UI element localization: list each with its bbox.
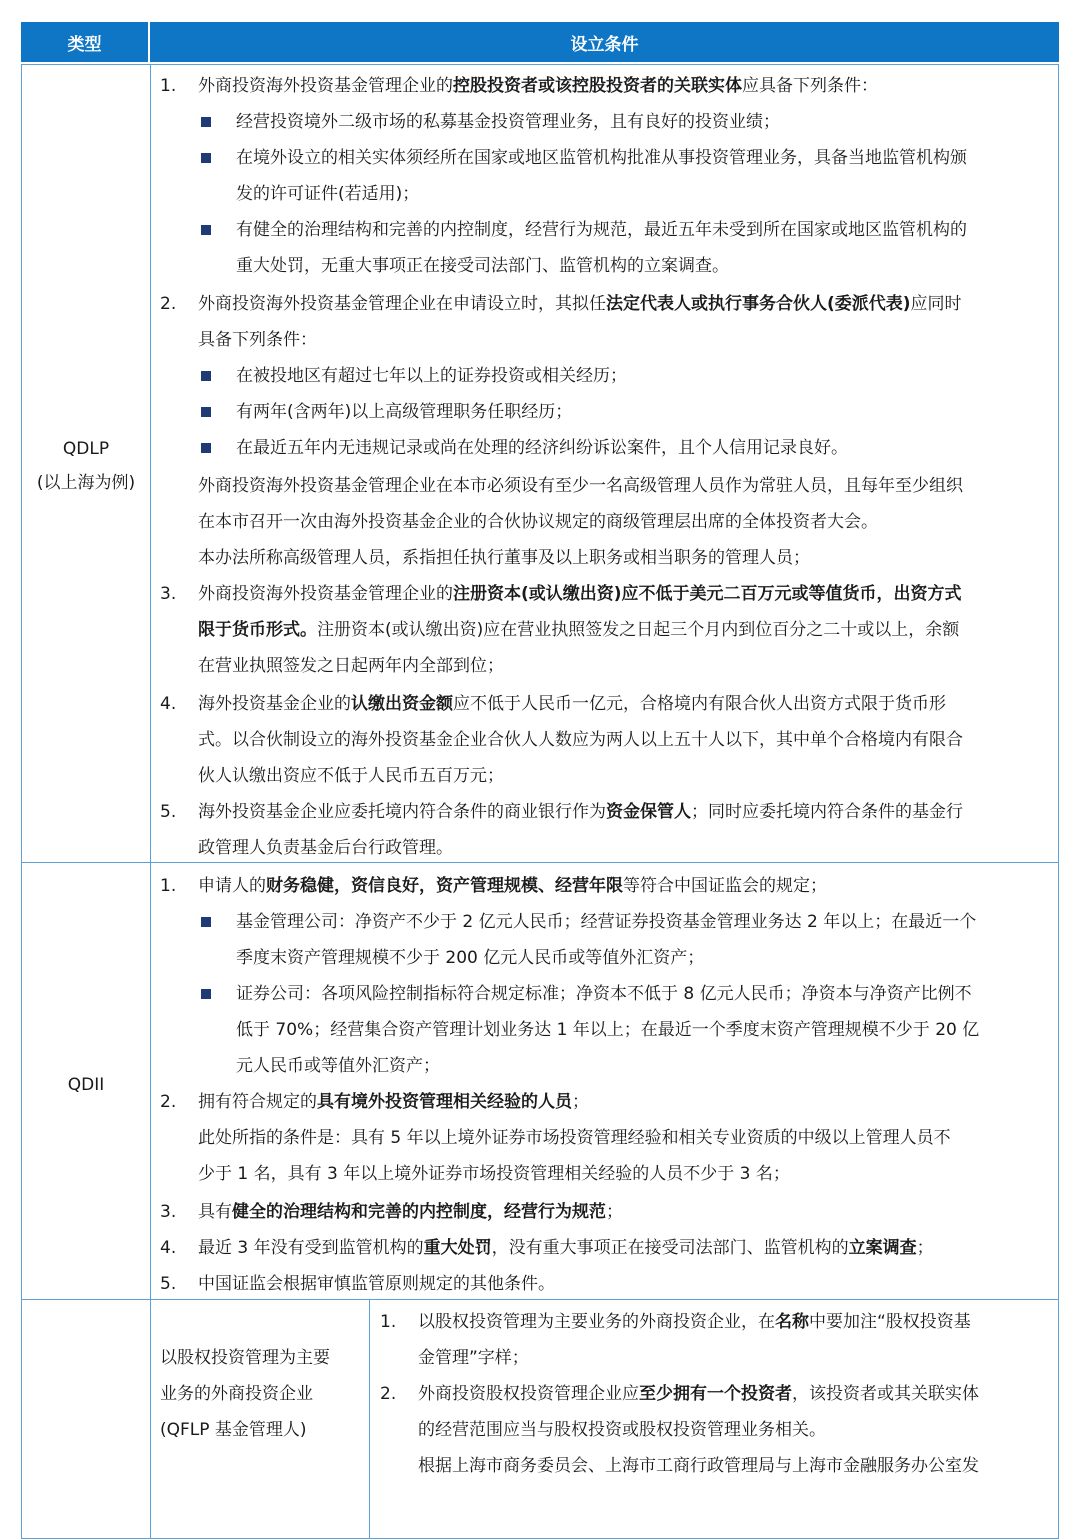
bullet-square-icon (201, 117, 211, 127)
list-item-cont: 在营业执照签发之日起两年内全部到位； (198, 656, 504, 676)
sub-item: 经营投资境外二级市场的私募基金投资管理业务，且有良好的投资业绩； (236, 112, 780, 132)
list-item: 海外投资基金企业应委托境内符合条件的商业银行作为资金保管人；同时应委托境内符合条件的基金行 (198, 802, 963, 822)
bullet-square-icon (201, 443, 211, 453)
list-item: 海外投资基金企业的认缴出资金额应不低于人民币一亿元，合格境内有限合伙人出资方式限于货币形 (198, 694, 946, 714)
list-item: 拥有符合规定的具有境外投资管理相关经验的人员； (198, 1092, 589, 1112)
list-item-cont: 式。以合伙制设立的海外投资基金企业合伙人人数应为两人以上五十人以下，其中单个合格境内有限合 (198, 730, 963, 750)
list-item: 申请人的财务稳健，资信良好，资产管理规模、经营年限等符合中国证监会的规定； (198, 876, 827, 896)
list-number: 1. (160, 76, 177, 96)
bullet-square-icon (201, 917, 211, 927)
list-number: 2. (380, 1384, 397, 1404)
qdii-type-label: QDII (67, 1075, 105, 1095)
list-number: 3. (160, 584, 177, 604)
bullet-square-icon (201, 225, 211, 235)
sub-item-cont: 元人民币或等值外汇资产； (236, 1056, 440, 1076)
list-item: 外商投资股权投资管理企业应至少拥有一个投资者，该投资者或其关联实体 (418, 1384, 979, 1404)
list-item-cont: 伙人认缴出资应不低于人民币五百万元； (198, 766, 504, 786)
list-item-cont: 具备下列条件： (198, 330, 317, 350)
list-item: 外商投资海外投资基金管理企业的注册资本(或认缴出资)应不低于美元二百万元或等值货币，出资方式 (198, 584, 962, 604)
qflp-subtype-label: (QFLP 基金管理人) (160, 1420, 307, 1440)
list-number: 5. (160, 1274, 177, 1294)
list-number: 2. (160, 1092, 177, 1112)
list-number: 1. (380, 1312, 397, 1332)
list-number: 3. (160, 1202, 177, 1222)
list-item: 具有健全的治理结构和完善的内控制度，经营行为规范； (198, 1202, 623, 1222)
list-item: 以股权投资管理为主要业务的外商投资企业，在名称中要加注“股权投资基 (418, 1312, 971, 1332)
sub-item: 在被投地区有超过七年以上的证券投资或相关经历； (236, 366, 627, 386)
sub-item-cont: 发的许可证件(若适用)； (236, 184, 420, 204)
sub-item: 有两年(含两年)以上高级管理职务任职经历； (236, 402, 573, 422)
list-item-cont: 限于货币形式。注册资本(或认缴出资)应在营业执照签发之日起三个月内到位百分之二十或以上，余额 (198, 620, 960, 640)
paragraph-cont: 少于 1 名，具有 3 年以上境外证券市场投资管理相关经验的人员不少于 3 名； (198, 1164, 790, 1184)
sub-item: 在境外设立的相关实体须经所在国家或地区监管机构批准从事投资管理业务，具备当地监管机构颁 (236, 148, 967, 168)
paragraph: 根据上海市商务委员会、上海市工商行政管理局与上海市金融服务办公室发 (418, 1456, 979, 1476)
list-item: 外商投资海外投资基金管理企业的控股投资者或该控股投资者的关联实体应具备下列条件： (198, 76, 878, 96)
list-item-cont: 金管理”字样； (418, 1348, 529, 1368)
sub-item: 在最近五年内无违规记录或尚在处理的经济纠纷诉讼案件，且个人信用记录良好。 (236, 438, 848, 458)
list-number: 1. (160, 876, 177, 896)
bullet-square-icon (201, 153, 211, 163)
list-item: 最近 3 年没有受到监管机构的重大处罚，没有重大事项正在接受司法部门、监管机构的立案调查； (198, 1238, 934, 1258)
header-type: 类型 (21, 22, 148, 62)
paragraph: 本办法所称高级管理人员，系指担任执行董事及以上职务或相当职务的管理人员； (198, 548, 810, 568)
sub-item-cont: 重大处罚，无重大事项正在接受司法部门、监管机构的立案调查。 (236, 256, 729, 276)
sub-item: 基金管理公司：净资产不少于 2 亿元人民币；经营证券投资基金管理业务达 2 年以上；在最近一个 (236, 912, 977, 932)
bullet-square-icon (201, 371, 211, 381)
header-conditions: 设立条件 (150, 22, 1059, 62)
list-number: 5. (160, 802, 177, 822)
list-item: 中国证监会根据审慎监管原则规定的其他条件。 (198, 1274, 555, 1294)
list-number: 4. (160, 1238, 177, 1258)
list-item-cont: 的经营范围应当与股权投资或股权投资管理业务相关。 (418, 1420, 826, 1440)
list-item: 外商投资海外投资基金管理企业在申请设立时，其拟任法定代表人或执行事务合伙人(委派代表)应同时 (198, 294, 962, 314)
list-number: 4. (160, 694, 177, 714)
sub-item: 证券公司：各项风险控制指标符合规定标准；净资本不低于 8 亿元人民币；净资本与净资产比例不 (236, 984, 972, 1004)
sub-item: 有健全的治理结构和完善的内控制度，经营行为规范，最近五年未受到所在国家或地区监管机构的 (236, 220, 967, 240)
qdlp-type-label: QDLP (以上海为例) (36, 439, 136, 493)
sub-item-cont: 低于 70%；经营集合资产管理计划业务达 1 年以上；在最近一个季度末资产管理规模不少于 20 亿 (236, 1020, 980, 1040)
paragraph: 此处所指的条件是：具有 5 年以上境外证券市场投资管理经验和相关专业资质的中级以上管理人员不 (198, 1128, 951, 1148)
bullet-square-icon (201, 407, 211, 417)
qflp-subtype-label: 以股权投资管理为主要 (160, 1348, 330, 1368)
list-item-cont: 政管理人负责基金后台行政管理。 (198, 838, 453, 858)
paragraph-cont: 在本市召开一次由海外投资基金企业的合伙协议规定的商级管理层出席的全体投资者大会。 (198, 512, 878, 532)
qflp-subtype-label: 业务的外商投资企业 (160, 1384, 313, 1404)
paragraph: 外商投资海外投资基金管理企业在本市必须设有至少一名高级管理人员作为常驻人员，且每年至少组织 (198, 476, 963, 496)
qflp-type-cell (21, 1299, 151, 1539)
bullet-square-icon (201, 989, 211, 999)
list-number: 2. (160, 294, 177, 314)
sub-item-cont: 季度末资产管理规模不少于 200 亿元人民币或等值外汇资产； (236, 948, 705, 968)
